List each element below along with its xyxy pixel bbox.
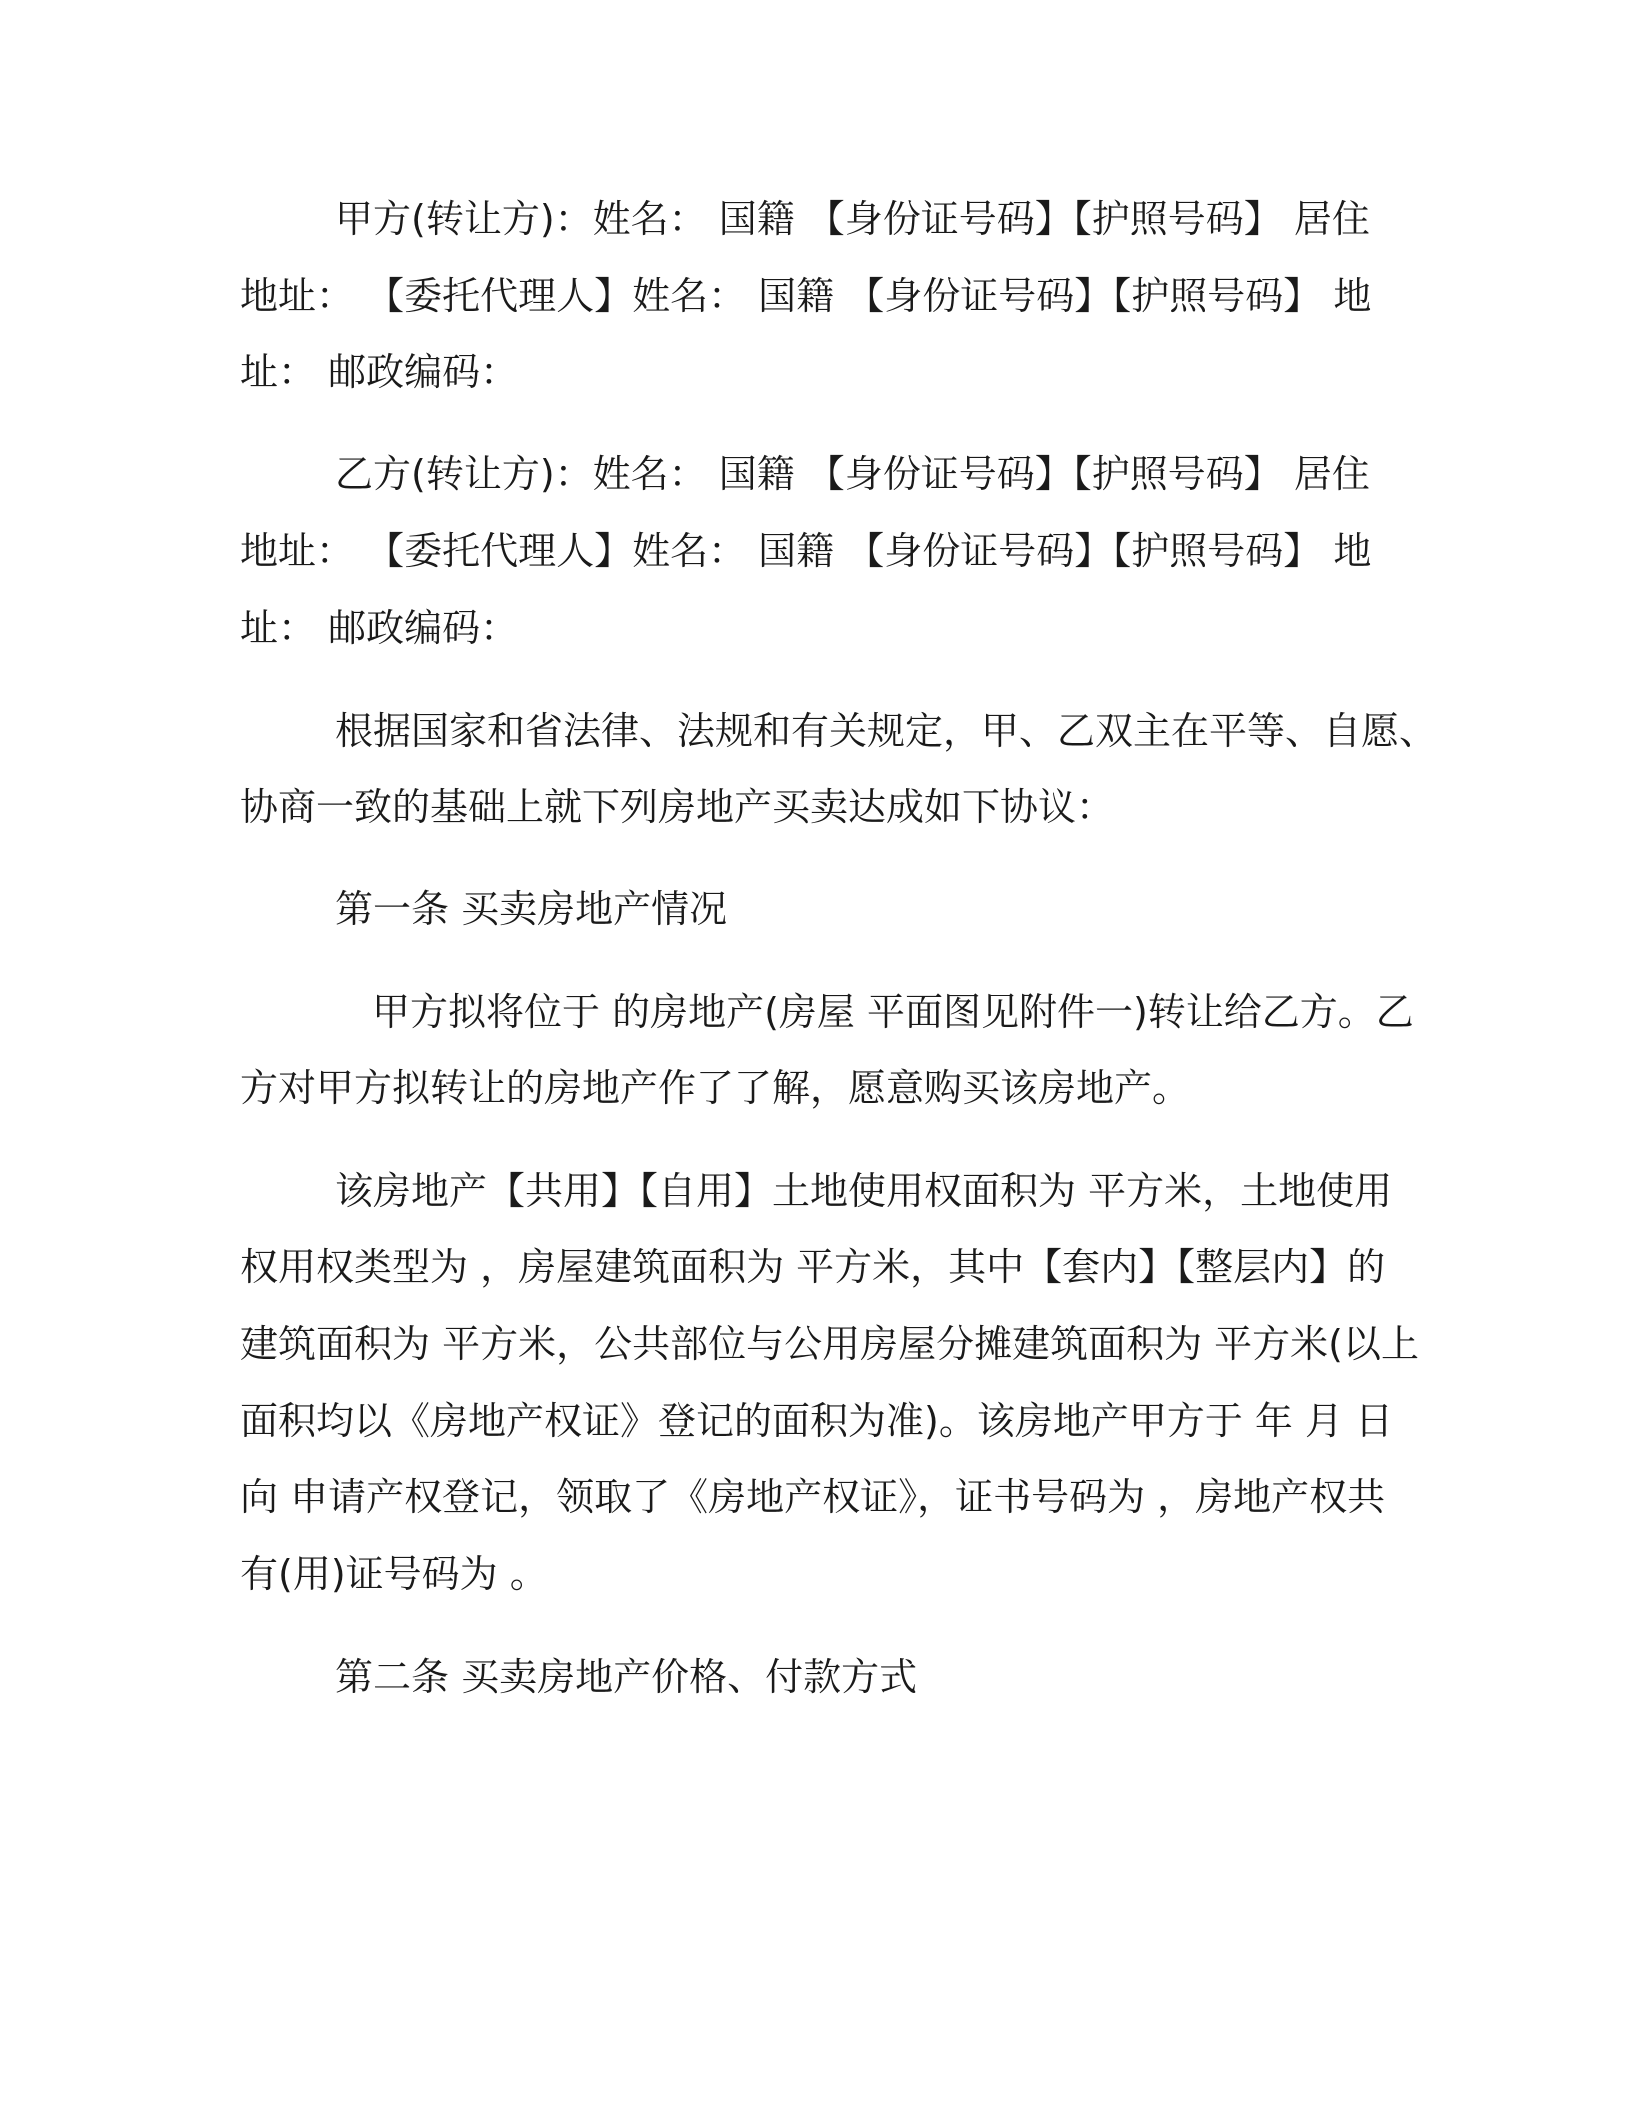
party-b-line-1: 乙方(转让方)：姓名： 国籍 【身份证号码】【护照号码】 居住 bbox=[335, 452, 1370, 496]
article-1-para-2-line-4: 面积均以《房地产权证》登记的面积为准)。该房地产甲方于 年 月 日 bbox=[240, 1399, 1394, 1443]
preamble-line-2: 协商一致的基础上就下列房地产买卖达成如下协议： bbox=[240, 785, 1115, 829]
party-a-line-2: 地址： 【委托代理人】姓名： 国籍 【身份证号码】【护照号码】 地 bbox=[240, 274, 1372, 318]
party-a-line-1: 甲方(转让方)：姓名： 国籍 【身份证号码】【护照号码】 居住 bbox=[335, 197, 1370, 241]
article-2-heading: 第二条 买卖房地产价格、付款方式 bbox=[335, 1655, 918, 1699]
article-1-para-1-line-2: 方对甲方拟转让的房地产作了了解，愿意购买该房地产。 bbox=[240, 1066, 1191, 1110]
preamble-line-1: 根据国家和省法律、法规和有关规定，甲、乙双主在平等、自愿、 bbox=[335, 709, 1438, 753]
party-a-line-3: 址： 邮政编码： bbox=[240, 350, 519, 394]
party-b-line-3: 址： 邮政编码： bbox=[240, 606, 519, 650]
article-1-heading: 第一条 买卖房地产情况 bbox=[335, 887, 728, 931]
article-1-para-2-line-6: 有(用)证号码为 。 bbox=[240, 1552, 548, 1596]
article-1-para-2-line-1: 该房地产【共用】【自用】土地使用权面积为 平方米，土地使用 bbox=[335, 1169, 1393, 1213]
party-b-line-2: 地址： 【委托代理人】姓名： 国籍 【身份证号码】【护照号码】 地 bbox=[240, 529, 1372, 573]
article-1-para-1-line-1: 甲方拟将位于 的房地产(房屋 平面图见附件一)转让给乙方。乙 bbox=[372, 990, 1414, 1034]
article-1-para-2-line-5: 向 申请产权登记，领取了《房地产权证》，证书号码为 ，房地产权共 bbox=[240, 1475, 1386, 1519]
article-1-para-2-line-3: 建筑面积为 平方米，公共部位与公用房屋分摊建筑面积为 平方米(以上 bbox=[240, 1322, 1419, 1366]
article-1-para-2-line-2: 权用权类型为 ，房屋建筑面积为 平方米，其中【套内】【整层内】的 bbox=[240, 1245, 1386, 1289]
